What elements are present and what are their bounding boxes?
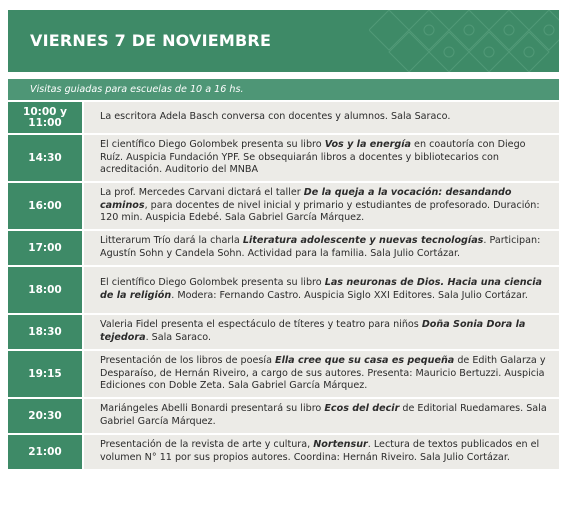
event-title: Ella cree que su casa es pequeña — [275, 355, 455, 367]
event-text: Presentación de la revista de arte y cultura, — [100, 439, 314, 451]
event-title: Literatura adolescente y nuevas tecnologías — [242, 235, 484, 247]
event-description — [84, 102, 559, 133]
page-title: VIERNES 7 DE NOVIEMBRE — [30, 31, 272, 50]
schedule-row — [8, 315, 559, 349]
schedule-row — [8, 435, 559, 469]
event-time: 18:00 — [8, 267, 82, 313]
event-text: . Lectura de textos publicados en el volumen N° 11 por sus propios autores. Coordina: Hernán Riveiro. Sala Julio Cortázar. — [100, 439, 540, 463]
event-title: De la queja a la vocación: desandando caminos — [100, 187, 512, 211]
event-description — [84, 267, 559, 313]
event-text: El científico Diego Golombek presenta su libro — [100, 277, 325, 289]
event-time: 17:00 — [8, 231, 82, 265]
event-text: de Editorial Ruedamares. Sala Gabriel García Márquez. — [100, 403, 547, 427]
event-text: en coautoría con Diego Ruíz. Auspicia Fundación YPF. Se obsequiarán libros a docentes y bibliotecarios con acreditación. Auditorio del MNBA — [100, 139, 526, 176]
schedule-row — [8, 267, 559, 313]
event-text: La escritora Adela Basch conversa con docentes y alumnos. Sala Saraco. — [100, 111, 451, 123]
event-title: Doña Sonia Dora la tejedora — [100, 319, 526, 343]
event-time: 21:00 — [8, 435, 82, 469]
event-time: 10:00 y 11:00 — [8, 102, 82, 133]
decorative-pattern — [369, 10, 559, 72]
event-description — [84, 351, 559, 397]
event-time: 19:15 — [8, 351, 82, 397]
schedule-row — [8, 102, 559, 133]
event-text: de Edith Galarza y Desparaíso, de Hernán Riveiro, a cargo de sus autores. Presenta: Mauricio Bertuzzi. Auspicia Ediciones con Doble Zeta. Sala Gabriel García Márquez. — [100, 355, 546, 392]
event-text: Presentación de los libros de poesía — [100, 355, 276, 367]
schedule-row — [8, 183, 559, 229]
event-description — [84, 183, 559, 229]
event-description — [84, 231, 559, 265]
event-title: Ecos del decir — [324, 403, 400, 415]
event-time: 18:30 — [8, 315, 82, 349]
event-text: El científico Diego Golombek presenta su libro — [100, 139, 325, 151]
event-text: . Modera: Fernando Castro. Auspicia Siglo XXI Editores. Sala Julio Cortázar. — [171, 290, 528, 301]
schedule-row — [8, 399, 559, 433]
event-description — [84, 399, 559, 433]
event-text: Valeria Fidel presenta el espectáculo de títeres y teatro para niños — [100, 319, 422, 331]
event-title: Las neuronas de Dios. Hacia una ciencia de la religión — [100, 277, 542, 301]
event-time: 20:30 — [8, 399, 82, 433]
schedule-list — [8, 102, 559, 471]
day-header — [8, 10, 559, 72]
event-description — [84, 135, 559, 181]
event-description — [84, 435, 559, 469]
event-time: 16:00 — [8, 183, 82, 229]
event-text: Litterarum Trío dará la charla — [100, 235, 243, 247]
event-time: 14:30 — [8, 135, 82, 181]
event-title: Nortensur — [313, 439, 368, 451]
schedule-row — [8, 231, 559, 265]
schedule-row — [8, 351, 559, 397]
event-description — [84, 315, 559, 349]
event-text: . Sala Saraco. — [145, 332, 212, 343]
event-text: . Participan: Agustín Sohn y Candela Sohn. Actividad para la familia. Sala Julio Cortázar. — [100, 235, 541, 259]
event-text: Mariángeles Abelli Bonardi presentará su libro — [100, 403, 325, 415]
event-text: La prof. Mercedes Carvani dictará el taller — [100, 187, 304, 199]
event-title: Vos y la energía — [324, 139, 411, 151]
schedule-row — [8, 135, 559, 181]
subtitle-bar: Visitas guiadas para escuelas de 10 a 16 hs. — [8, 79, 559, 100]
event-text: , para docentes de nivel inicial y primario y estudiantes de profesorado. Duración: 120 min. Auspicia Edebé. Sala Gabriel García Márquez. — [100, 199, 540, 224]
